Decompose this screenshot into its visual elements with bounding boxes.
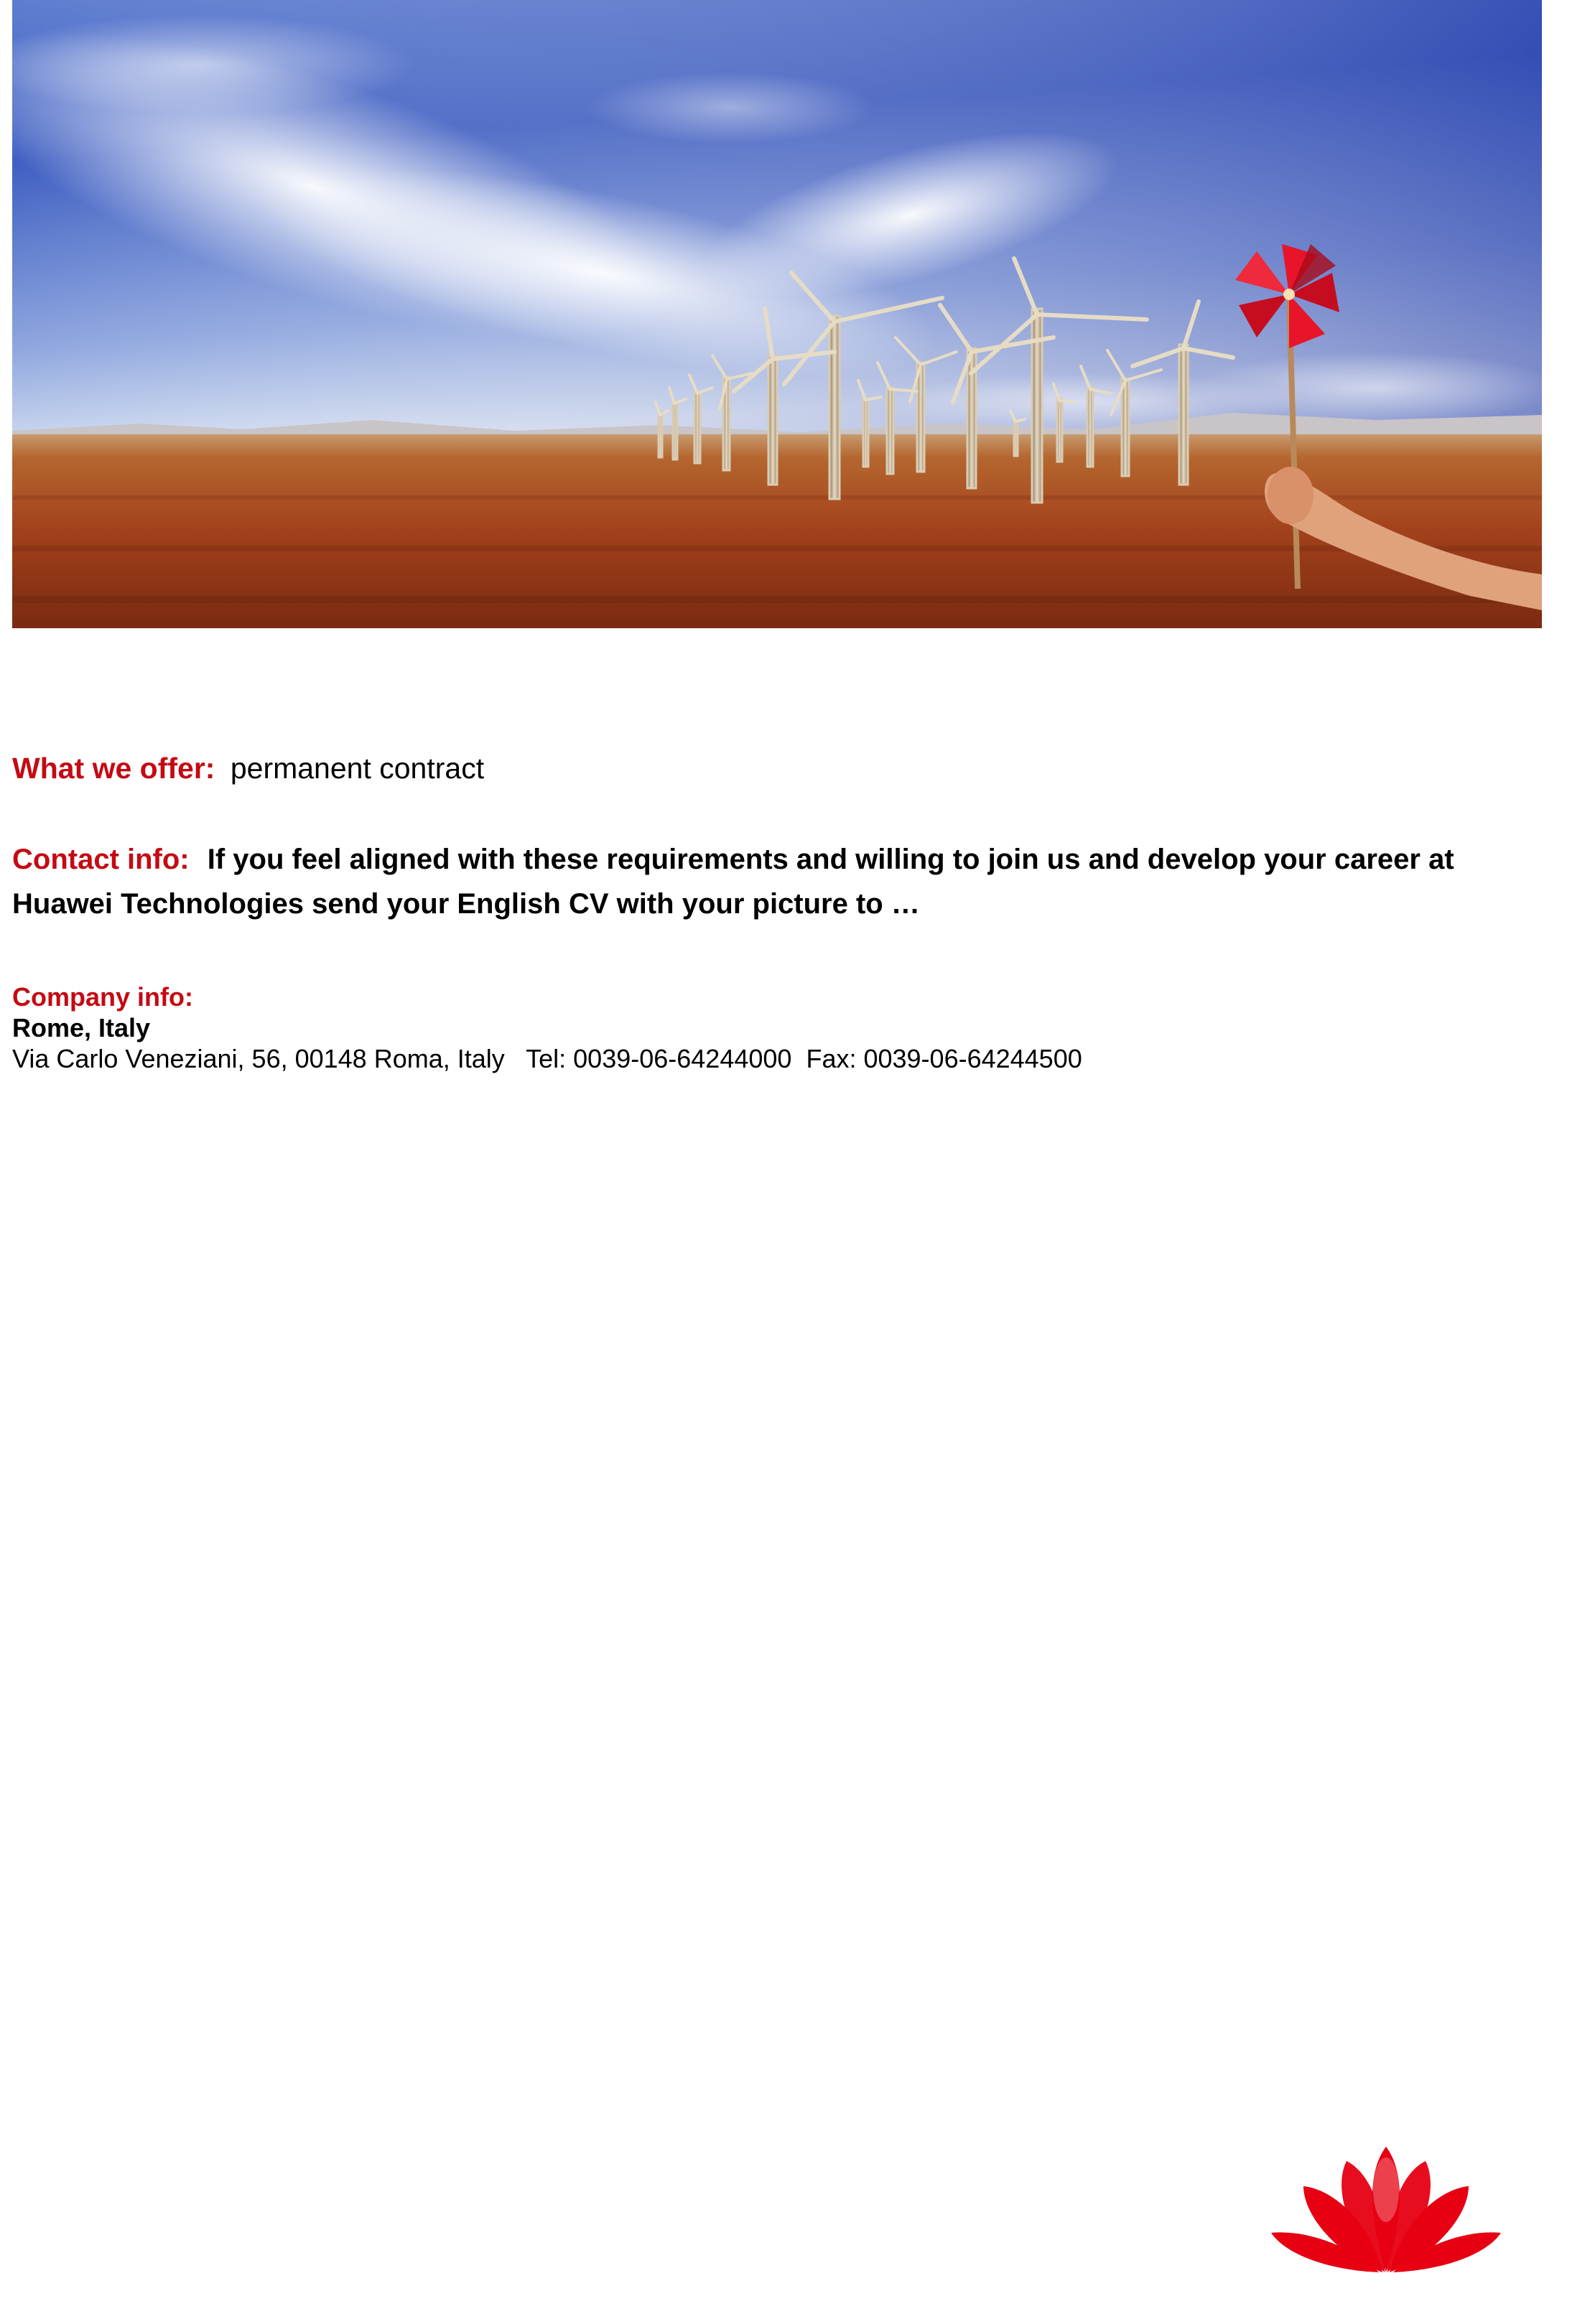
company-label: Company info: [12, 982, 193, 1012]
offer-value: permanent contract [230, 752, 485, 785]
company-city: Rome, Italy [12, 1013, 151, 1042]
company-address: Via Carlo Veneziani, 56, 00148 Roma, Italy [12, 1044, 505, 1073]
company-fax: Fax: 0039-06-64244500 [806, 1044, 1082, 1073]
contact-section [12, 837, 1528, 926]
offer-section [12, 747, 1561, 790]
huawei-petal-logo-icon [1264, 2147, 1508, 2272]
contact-value: If you feel aligned with these requirements and willing to join us and develop your career at Huawei Technologies send your English CV with your picture to … [12, 844, 1454, 920]
offer-label: What we offer: [12, 752, 215, 785]
company-section [12, 981, 1561, 1074]
hero-banner-image [12, 0, 1542, 628]
company-address-line [12, 1043, 1561, 1074]
contact-label: Contact info: [12, 844, 190, 875]
company-tel: Tel: 0039-06-64244000 [526, 1044, 792, 1073]
